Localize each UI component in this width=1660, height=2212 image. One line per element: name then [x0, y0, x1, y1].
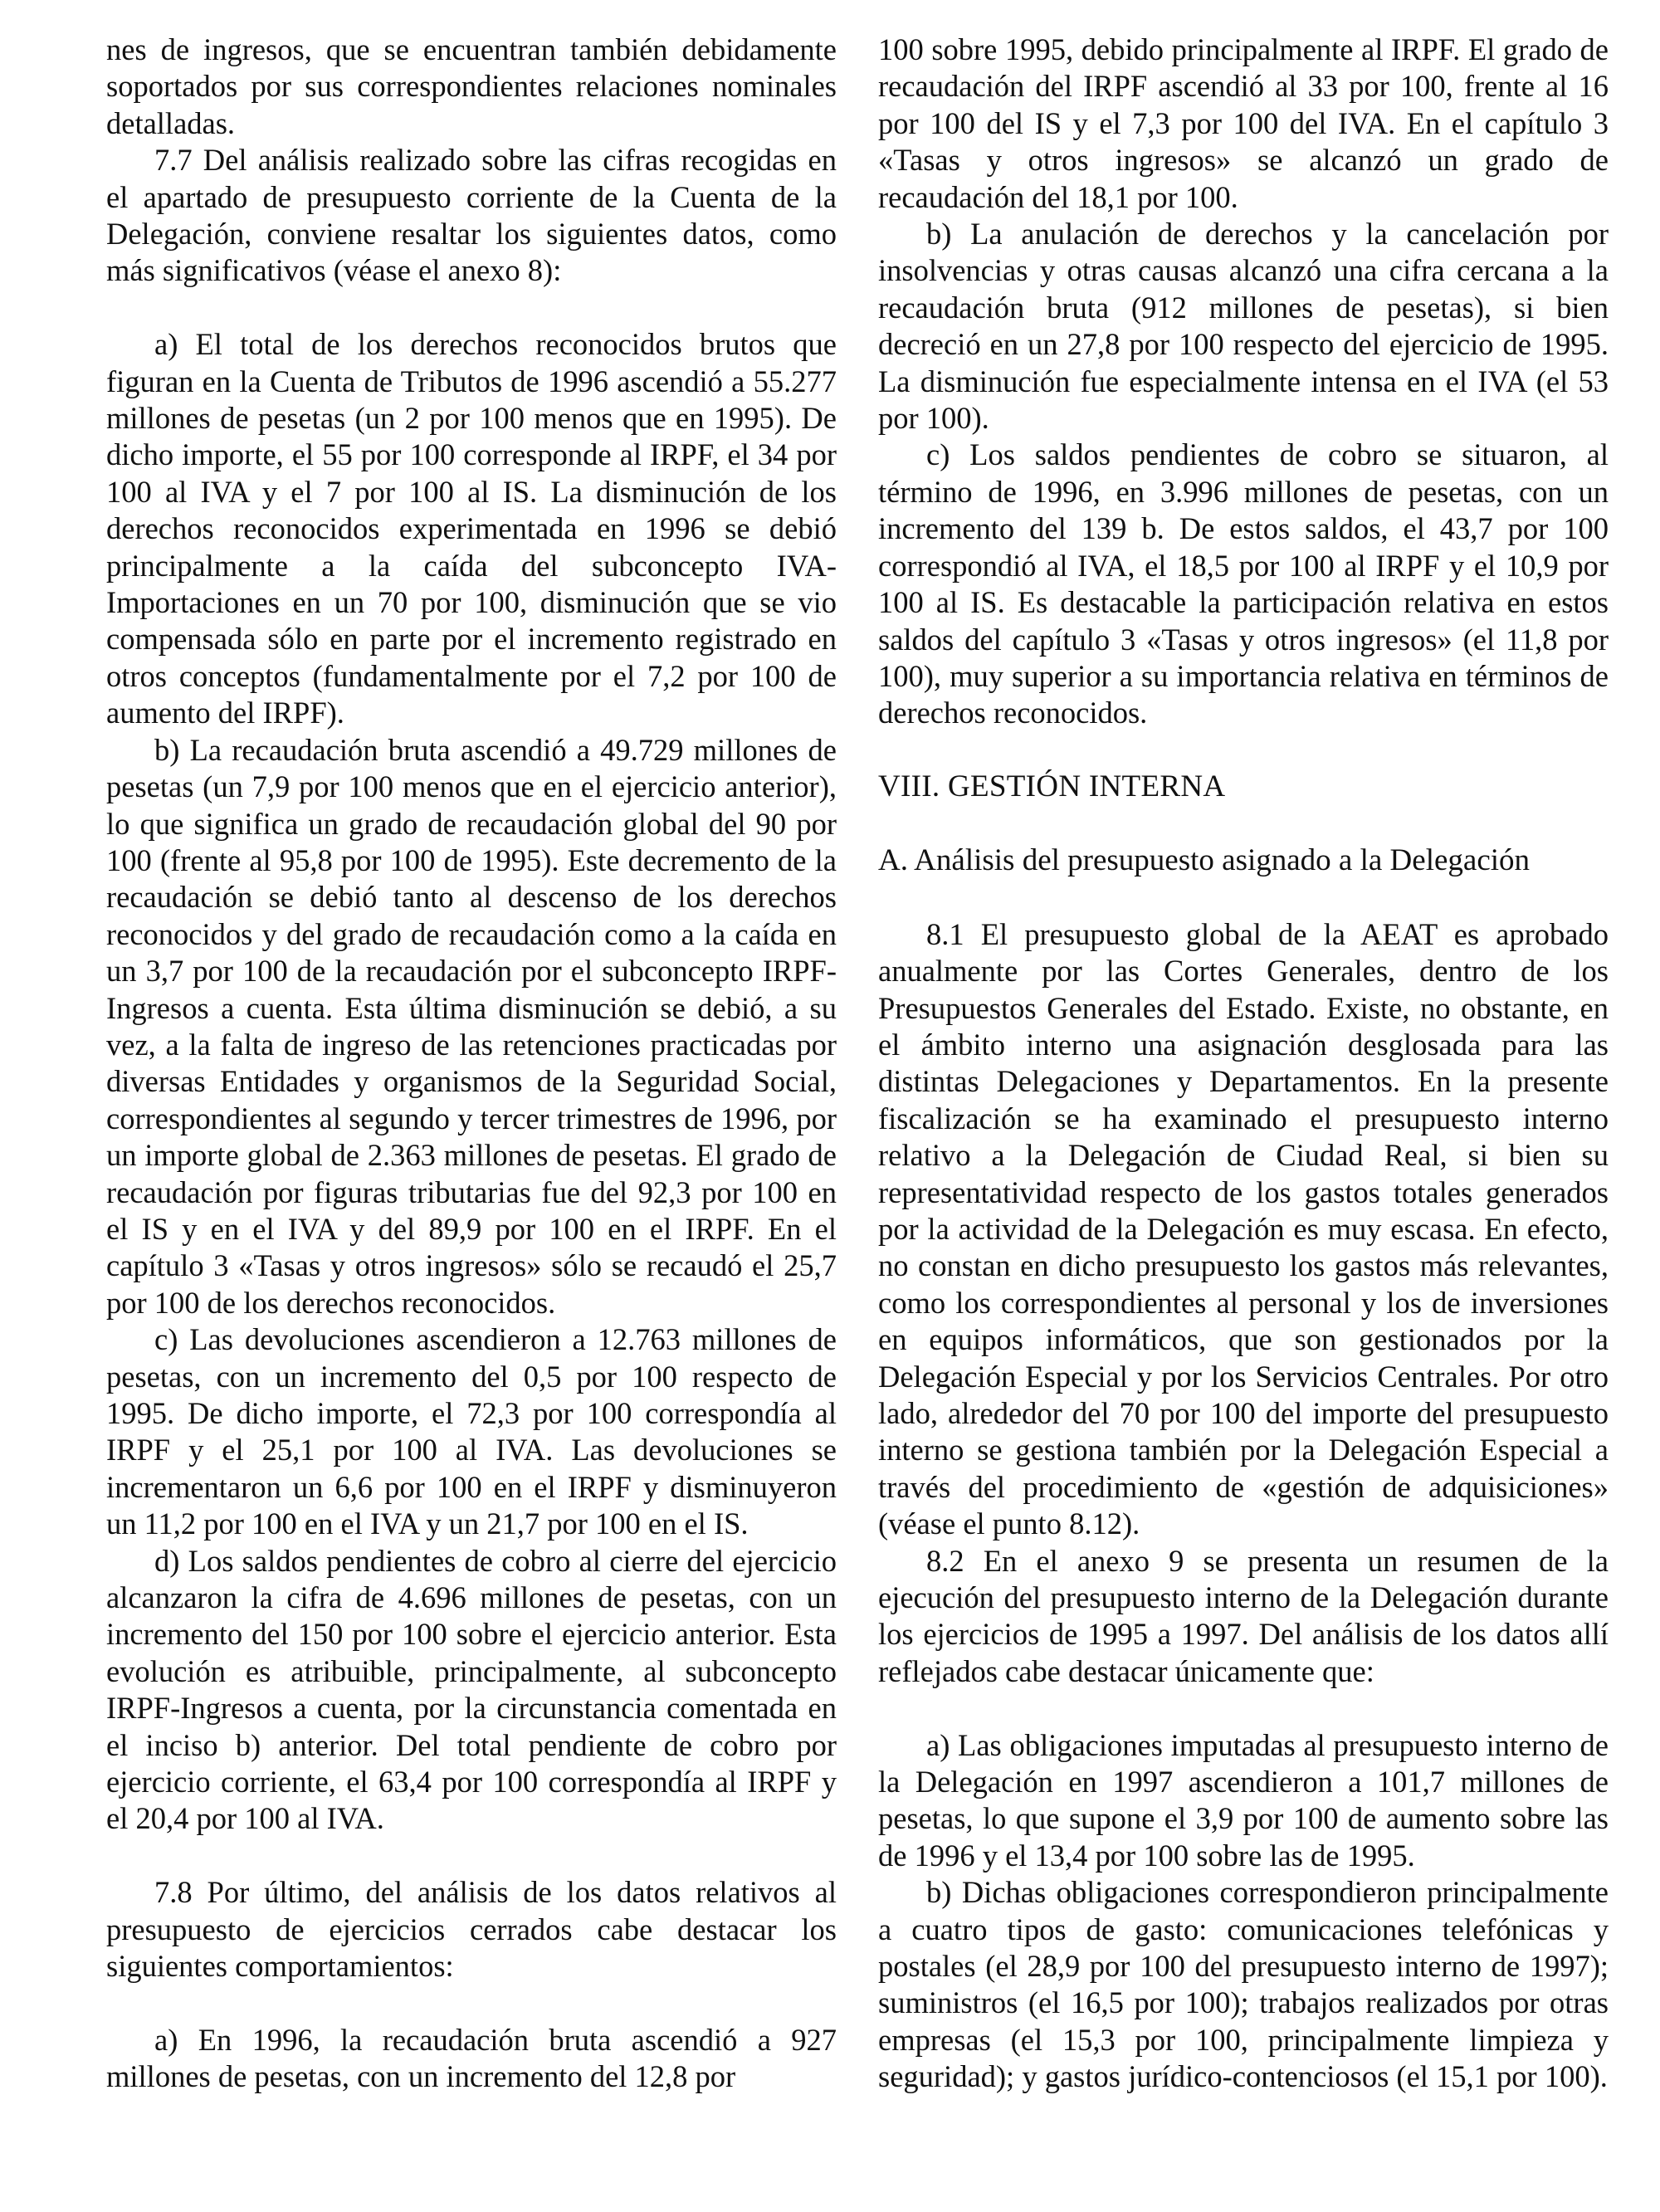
spacer: [106, 290, 837, 326]
spacer: [106, 1838, 837, 1874]
paragraph-8-2-b: b) Dichas obligaciones correspondieron principalmente a cuatro tipos de gasto: comunicaciones telefónicas y postales (el 28,9 por 100 del presupuesto interno de 1997); suministros (el 16,5 por 100); trabajos realizados por otras empresas (el 15,3 por 100, principalmente limpieza y seguridad); y gastos jurídico-contenciosos (el 15,1 por 100).: [878, 1875, 1609, 2094]
left-column: [106, 32, 837, 2096]
paragraph-7-8: 7.8 Por último, del análisis de los datos relativos al presupuesto de ejercicios cerrados cabe destacar los siguientes comportamientos:: [106, 1875, 837, 1984]
spacer: [878, 806, 1609, 842]
paragraph-8-1: 8.1 El presupuesto global de la AEAT es aprobado anualmente por las Cortes Generales, dentro de los Presupuestos Generales del Estado. Existe, no obstante, en el ámbito interno una asignación desglosada para las distintas Delegaciones y Departamentos. En la presente fiscalización se ha examinado el presupuesto interno relativo a la Delegación de Ciudad Real, si bien su representatividad respecto de los gastos totales generados por la actividad de la Delegación es muy escasa. En efecto, no constan en dicho presupuesto los gastos más relevantes, como los correspondientes al personal y los de inversiones en equipos informáticos, que son gestionados por la Delegación Especial y por los Servicios Centrales. Por otro lado, alrededor del 70 por 100 del importe del presupuesto interno se gestiona también por la Delegación Especial a través del procedimiento de «gestión de adquisiciones» (véase el punto 8.12).: [878, 916, 1609, 1541]
paragraph-7-7: 7.7 Del análisis realizado sobre las cifras recogidas en el apartado de presupuesto corriente de la Cuenta de la Delegación, conviene resaltar los siguientes datos, como más significativos (véase el anexo 8):: [106, 143, 837, 288]
paragraph-intro: nes de ingresos, que se encuentran también debidamente soportados por sus correspondientes relaciones nominales detalladas.: [106, 32, 837, 140]
section-heading: VIII. GESTIÓN INTERNA: [878, 769, 1226, 804]
paragraph-7-8-c: c) Los saldos pendientes de cobro se situaron, al término de 1996, en 3.996 millones de pesetas, con un incremento del 139 b. De estos saldos, el 43,7 por 100 correspondió al IVA, el 18,5 por 100 al IRPF y el 10,9 por 100 al IS. Es destacable la participación relativa en estos saldos del capítulo 3 «Tasas y otros ingresos» (el 11,8 por 100), muy superior a su importancia relativa en términos de derechos reconocidos.: [878, 437, 1609, 730]
paragraph-8-2-a: a) Las obligaciones imputadas al presupuesto interno de la Delegación en 1997 ascendieron a 101,7 millones de pesetas, lo que supone el 3,9 por 100 de aumento sobre las de 1996 y el 13,4 por 100 sobre las de 1995.: [878, 1727, 1609, 1873]
paragraph-8-2: 8.2 En el anexo 9 se presenta un resumen de la ejecución del presupuesto interno de la Delegación durante los ejercicios de 1995 a 1997. Del análisis de los datos allí reflejados cabe destacar únicamente que:: [878, 1543, 1609, 1688]
spacer: [878, 732, 1609, 769]
spacer: [878, 1690, 1609, 1726]
subsection-heading: A. Análisis del presupuesto asignado a la Delegación: [878, 842, 1531, 877]
paragraph-7-8-a: a) En 1996, la recaudación bruta ascendió a 927 millones de pesetas, con un incremento del 12,8 por: [106, 2022, 837, 2094]
spacer: [106, 1985, 837, 2022]
right-column: [878, 32, 1609, 2096]
spacer: [878, 879, 1609, 916]
paragraph-7-7-b: b) La recaudación bruta ascendió a 49.729 millones de pesetas (un 7,9 por 100 menos que en el ejercicio anterior), lo que significa un grado de recaudación global del 90 por 100 (frente al 95,8 por 100 de 1995). Este decremento de la recaudación se debió tanto al descenso de los derechos reconocidos y del grado de recaudación como a la caída en un 3,7 por 100 de la recaudación por el subconcepto IRPF-Ingresos a cuenta. Esta última disminución se debió, a su vez, a la falta de ingreso de las retenciones practicadas por diversas Entidades y organismos de la Seguridad Social, correspondientes al segundo y tercer trimestres de 1996, por un importe global de 2.363 millones de pesetas. El grado de recaudación por figuras tributarias fue del 92,3 por 100 en el IS y en el IVA y del 89,9 por 100 en el IRPF. En el capítulo 3 «Tasas y otros ingresos» sólo se recaudó el 25,7 por 100 de los derechos reconocidos.: [106, 732, 837, 1320]
paragraph-7-7-a: a) El total de los derechos reconocidos brutos que figuran en la Cuenta de Tributos de 1996 ascendió a 55.277 millones de pesetas (un 2 por 100 menos que en 1995). De dicho importe, el 55 por 100 corresponde al IRPF, el 34 por 100 al IVA y el 7 por 100 al IS. La disminución de los derechos reconocidos experimentada en 1996 se debió principalmente a la caída del subconcepto IVA-Importaciones en un 70 por 100, disminución que se vio compensada sólo en parte por el incremento registrado en otros conceptos (fundamentalmente por el 7,2 por 100 de aumento del IRPF).: [106, 327, 837, 730]
paragraph-7-8-b: b) La anulación de derechos y la cancelación por insolvencias y otras causas alcanzó una cifra cercana a la recaudación bruta (912 millones de pesetas), si bien decreció en un 27,8 por 100 respecto del ejercicio de 1995. La disminución fue especialmente intensa en el IVA (el 53 por 100).: [878, 217, 1609, 436]
paragraph-7-8-a-continued: 100 sobre 1995, debido principalmente al IRPF. El grado de recaudación del IRPF ascendió al 33 por 100, frente al 16 por 100 del IS y el 7,3 por 100 del IVA. En el capítulo 3 «Tasas y otros ingresos» se alcanzó un grado de recaudación del 18,1 por 100.: [878, 32, 1609, 214]
paragraph-7-7-d: d) Los saldos pendientes de cobro al cierre del ejercicio alcanzaron la cifra de 4.696 millones de pesetas, con un incremento del 150 por 100 sobre el ejercicio anterior. Esta evolución es atribuible, principalmente, al subconcepto IRPF-Ingresos a cuenta, por la circunstancia comentada en el inciso b) anterior. Del total pendiente de cobro por ejercicio corriente, el 63,4 por 100 correspondía al IRPF y el 20,4 por 100 al IVA.: [106, 1543, 837, 1836]
paragraph-7-7-c: c) Las devoluciones ascendieron a 12.763 millones de pesetas, con un incremento del 0,5 por 100 respecto de 1995. De dicho importe, el 72,3 por 100 correspondía al IRPF y el 25,1 por 100 al IVA. Las devoluciones se incrementaron un 6,6 por 100 en el IRPF y disminuyeron un 11,2 por 100 en el IVA y un 21,7 por 100 en el IS.: [106, 1322, 837, 1541]
